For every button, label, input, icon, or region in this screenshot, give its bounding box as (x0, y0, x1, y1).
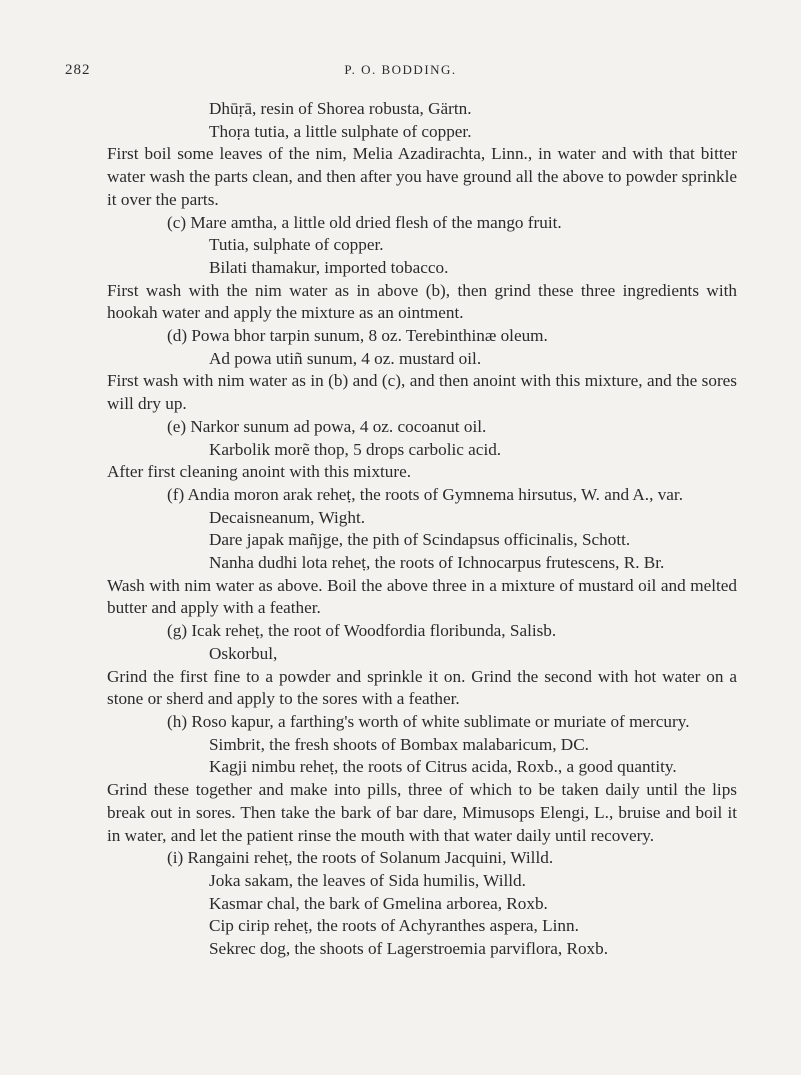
ingredient-line: Bilati thamakur, imported tobacco. (209, 257, 449, 277)
ingredient-line: Simbrit, the fresh shoots of Bombax malabaricum, DC. (209, 734, 589, 754)
remedy-f-line: (f) Andia moron arak reheṭ, the roots of Gymnema hirsutus, W. and A., var. Decaisneanum, Wight. (167, 484, 683, 527)
instruction-paragraph: Grind the first fine to a powder and sprinkle it on. Grind the second with hot water on a stone or sherd and apply to the sores with a feather. (107, 666, 737, 709)
remedy-h-line: (h) Roso kapur, a farthing's worth of white sublimate or muriate of mercury. (167, 711, 690, 731)
ingredient-line: Kasmar chal, the bark of Gmelina arborea, Roxb. (209, 893, 548, 913)
remedy-i-line: (i) Rangaini reheṭ, the roots of Solanum Jacquini, Willd. (167, 848, 554, 868)
ingredient-line: Dhūṛā, resin of Shorea robusta, Gärtn. (209, 99, 472, 118)
ingredient-line: Joka sakam, the leaves of Sida humilis, Willd. (209, 870, 526, 890)
page-number: 282 (65, 62, 91, 78)
remedy-g-line: (g) Icak reheṭ, the root of Woodfordia floribunda, Salisb. (167, 621, 557, 641)
instruction-paragraph: After first cleaning anoint with this mixture. (107, 462, 412, 482)
ingredient-line: Nanha dudhi lota reheṭ, the roots of Ichnocarpus frutescens, R. Br. (209, 553, 665, 573)
instruction-paragraph: First wash with the nim water as in above (b), then grind these three ingredients with hookah water and apply the mixture as an ointment. (107, 280, 737, 323)
ingredient-line: Sekrec dog, the shoots of Lagerstroemia parviflora, Roxb. (209, 939, 609, 959)
ingredient-line: Dare japak mañjge, the pith of Scindapsus officinalis, Schott. (209, 530, 631, 550)
body-text (107, 98, 737, 961)
ingredient-line: Karbolik morẽ thop, 5 drops carbolic acid. (209, 439, 502, 459)
instruction-paragraph: First boil some leaves of the nim, Melia Azadirachta, Linn., in water and with that bitter water wash the parts clean, and then after you have ground all the above to powder sprinkle it over the parts. (107, 144, 737, 209)
ingredient-line: Thoṛa tutia, a little sulphate of copper. (209, 121, 472, 141)
remedy-e-line: (e) Narkor sunum ad powa, 4 oz. cocoanut oil. (167, 416, 487, 436)
ingredient-line: Kagji nimbu reheṭ, the roots of Citrus acida, Roxb., a good quantity. (209, 757, 677, 777)
instruction-paragraph: Grind these together and make into pills, three of which to be taken daily until the lips break out in sores. Then take the bark of bar dare, Mimusops Elengi, L., bruise and boil it in water, and let the patient rinse the mouth with that water daily until recovery. (107, 780, 737, 845)
instruction-paragraph: First wash with nim water as in (b) and (c), and then anoint with this mixture, and the sores will dry up. (107, 371, 737, 414)
remedy-c-line: (c) Mare amtha, a little old dried flesh of the mango fruit. (167, 212, 562, 232)
ingredient-line: Cip cirip reheṭ, the roots of Achyranthes aspera, Linn. (209, 916, 579, 936)
remedy-d-line: (d) Powa bhor tarpin sunum, 8 oz. Terebinthinæ oleum. (167, 326, 548, 346)
running-head: P. O. BODDING. (344, 62, 457, 77)
ingredient-line: Ad powa utiñ sunum, 4 oz. mustard oil. (209, 348, 482, 368)
ingredient-line: Oskorbul, (209, 643, 278, 663)
page-header (0, 62, 801, 86)
ingredient-line: Tutia, sulphate of copper. (209, 235, 384, 255)
instruction-paragraph: Wash with nim water as above. Boil the above three in a mixture of mustard oil and melted butter and apply with a feather. (107, 575, 737, 618)
